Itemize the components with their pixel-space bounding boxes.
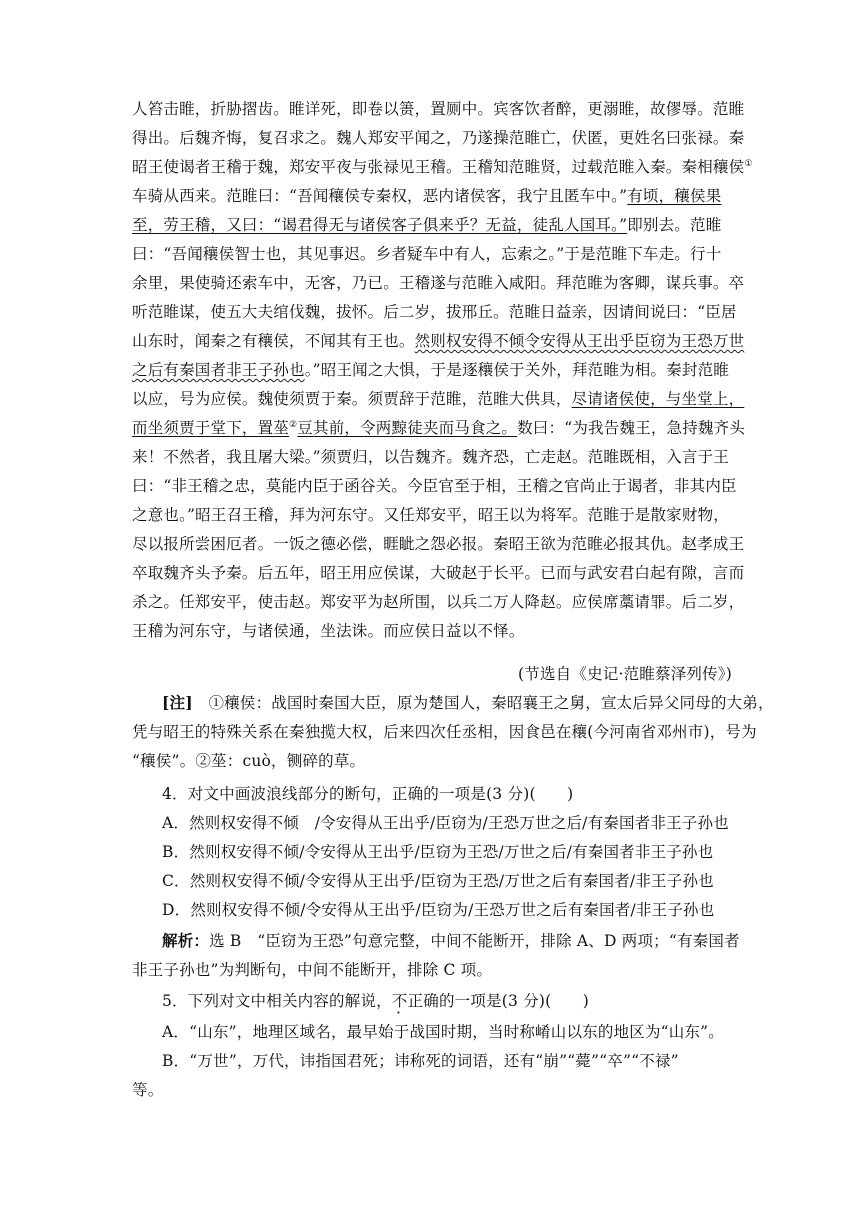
underlined-text: 而坐须贾于堂下，置莝: [132, 419, 290, 437]
note-line: [132, 721, 757, 743]
text-run: 4．对文中画波浪线部分的断句，正确的一项是(3 分)( ): [162, 785, 574, 803]
source-citation: [132, 663, 732, 685]
underlined-text: 尽请诸侯使，与坐堂上，: [571, 390, 745, 408]
text-run: 5．下列对文中相关内容的解说，: [162, 992, 392, 1010]
passage-line: [132, 185, 732, 207]
passage-line: [132, 98, 745, 120]
text-run: 得出。后魏齐悔，复召求之。魏人郑安平闻之，乃遂操范睢亡，伏匿，更姓名曰张禄。秦: [132, 129, 745, 147]
text-run: 非王子孙也”为判断句，中间不能断开，排除 C 项。: [132, 961, 493, 979]
passage-line: [132, 620, 732, 642]
text-run: 杀之。任郑安平，使击赵。郑安平为赵所围，以兵二万人降赵。应侯席藁请罪。后二岁，: [132, 593, 745, 611]
question-4-analysis: [162, 930, 762, 952]
emphasis-dot-text: 不: [391, 992, 408, 1010]
text-run: 之意也。”昭王召王稽，拜为河东守。又任郑安平，昭王以为将军。范睢于是散家财物，: [132, 506, 729, 524]
underlined-text: 豆其前，令两黥徒夹而马食之。: [297, 419, 518, 437]
question-4-option-b: [162, 841, 762, 863]
text-run: D．然则权安得不倾/令安得从王出乎/臣窃为/王恐万世之后有秦国者/非王子孙也: [162, 901, 715, 919]
text-run: C．然则权安得不倾/令安得从王出乎/臣窃为王恐/万世之后有秦国者/非王子孙也: [162, 872, 714, 890]
passage-line: [132, 243, 732, 265]
note-line: [132, 750, 732, 772]
passage-line: [132, 301, 737, 323]
passage-line: [132, 214, 732, 236]
question-4-analysis: [132, 959, 732, 981]
question-4-option-a: [162, 812, 762, 834]
text-run: B．然则权安得不倾/令安得从王出乎/臣窃为王恐/万世之后/有秦国者非王子孙也: [162, 843, 714, 861]
question-4-option-c: [162, 870, 762, 892]
text-run: 曰：“非王稽之忠，莫能内臣于函谷关。今臣官至于相，王稽之官尚止于谒者，非其内臣: [132, 477, 737, 495]
text-run: 车骑从西来。范睢曰：“吾闻穰侯专秦权，恶内诸侯客，我宁且匿车中。”: [132, 187, 628, 205]
text-run: 王稽为河东守，与诸侯通，坐法诛。而应侯日益以不怿。: [132, 622, 525, 640]
text-run: 余里，果使骑还索车中，无客，乃已。王稽遂与范睢入咸阳。拜范睢为客卿，谋兵事。卒: [132, 274, 745, 292]
question-5-stem: [162, 990, 762, 1012]
underlined-text: 有顷，穰侯果: [627, 187, 722, 205]
text-run: 凭与昭王的特殊关系在秦独揽大权，后来四次任丞相，因食邑在穰(今河南省邓州市)，号为: [132, 723, 757, 741]
text-run: 选 B “臣窃为王恐”句意完整，中间不能断开，排除 A、D 两项；“有秦国者: [209, 932, 740, 950]
text-run: 曰：“吾闻穰侯智士也，其见事迟。乡者疑车中有人，忘索之。”于是范睢下车走。行十: [132, 245, 722, 263]
text-run: B．“万世”，万代，讳指国君死；讳称死的词语，还有“崩”“薨”“卒”“不禄”: [162, 1052, 679, 1070]
passage-line: [132, 446, 732, 468]
text-run: A．“山东”，地理区域名，最早始于战国时期，当时称崤山以东的地区为“山东”。: [162, 1023, 724, 1041]
passage-line: [132, 127, 745, 149]
text-run: 即别去。范睢: [627, 216, 722, 234]
question-5-option-b: [132, 1079, 732, 1101]
passage-line: [132, 533, 745, 555]
note-line: [132, 692, 774, 714]
passage-line: [132, 591, 745, 613]
question-5-option-a: [162, 1021, 762, 1043]
wavy-underlined-text: 之后有秦国者非王子孙也: [132, 361, 305, 379]
text-run: 正确的一项是(3 分)( ): [407, 992, 590, 1010]
text-run: 昭王使谒者王稽于魏，郑安平夜与张禄见王稽。王稽知范睢贤，过载范睢入秦。秦相穰侯: [132, 158, 745, 176]
text-run: (节选自《史记·范睢蔡泽列传》): [518, 665, 732, 683]
underlined-text: 至，劳王稽，又曰：“谒君得无与诸侯客子俱来乎？无益，徒乱人国耳。”: [132, 216, 628, 234]
passage-line: [132, 359, 732, 381]
text-run: 。”昭王闻之大惧，于是逐穰侯于关外，拜范睢为相。秦封范睢: [304, 361, 729, 379]
text-run: 卒取魏齐头予秦。后五年，昭王用应侯谋，大破赵于长平。已而与武安君白起有隙，言而: [132, 564, 745, 582]
wavy-underlined-text: 然则权安得不倾令安得从王出乎臣窃为王恐万世: [414, 332, 745, 350]
footnote-marker: ②: [289, 419, 298, 430]
passage-line: [132, 504, 732, 526]
text-run: ①穰侯：战国时秦国大臣，原为楚国人，秦昭襄王之舅，宣太后异父同母的大弟，: [192, 694, 774, 712]
text-run: 听范睢谋，使五大夫绾伐魏，拔怀。后二岁，拔邢丘。范睢日益亲，因请间说曰：“臣居: [132, 303, 737, 321]
text-run: 山东时，闻秦之有穰侯，不闻其有王也。: [132, 332, 415, 350]
passage-line: [132, 156, 753, 178]
text-run: 等。: [132, 1081, 164, 1099]
footnote-marker: ①: [744, 158, 753, 169]
passage-line: [132, 417, 746, 439]
text-run: “穰侯”。②莝：cuò，铡碎的草。: [132, 752, 366, 770]
passage-line: [132, 562, 745, 584]
text-run: A．然则权安得不倾 /令安得从王出乎/臣窃为/王恐万世之后/有秦国者非王子孙也: [162, 814, 729, 832]
passage-line: [132, 330, 745, 352]
analysis-label: 解析：: [162, 931, 210, 950]
question-4-stem: [162, 783, 762, 805]
text-run: 尽以报所尝困厄者。一饭之德必偿，睚眦之怨必报。秦昭王欲为范睢必报其仇。赵孝成王: [132, 535, 745, 553]
text-run: 数曰：“为我告魏王，急持魏齐头: [517, 419, 746, 437]
passage-line: [132, 475, 737, 497]
question-4-option-d: [162, 899, 762, 921]
passage-line: [132, 272, 745, 294]
passage-line: [132, 388, 745, 410]
text-run: 人笞击睢，折胁摺齿。睢详死，即卷以箦，置厕中。宾客饮者醉，更溺睢，故僇辱。范睢: [132, 100, 745, 118]
note-label: [注]: [162, 693, 193, 712]
question-5-option-b: [162, 1050, 762, 1072]
text-run: 来！不然者，我且屠大梁。”须贾归，以告魏齐。魏齐恐，亡走赵。范睢既相，入言于王: [132, 448, 729, 466]
text-run: 以应，号为应侯。魏使须贾于秦。须贾辞于范睢，范睢大供具，: [132, 390, 572, 408]
